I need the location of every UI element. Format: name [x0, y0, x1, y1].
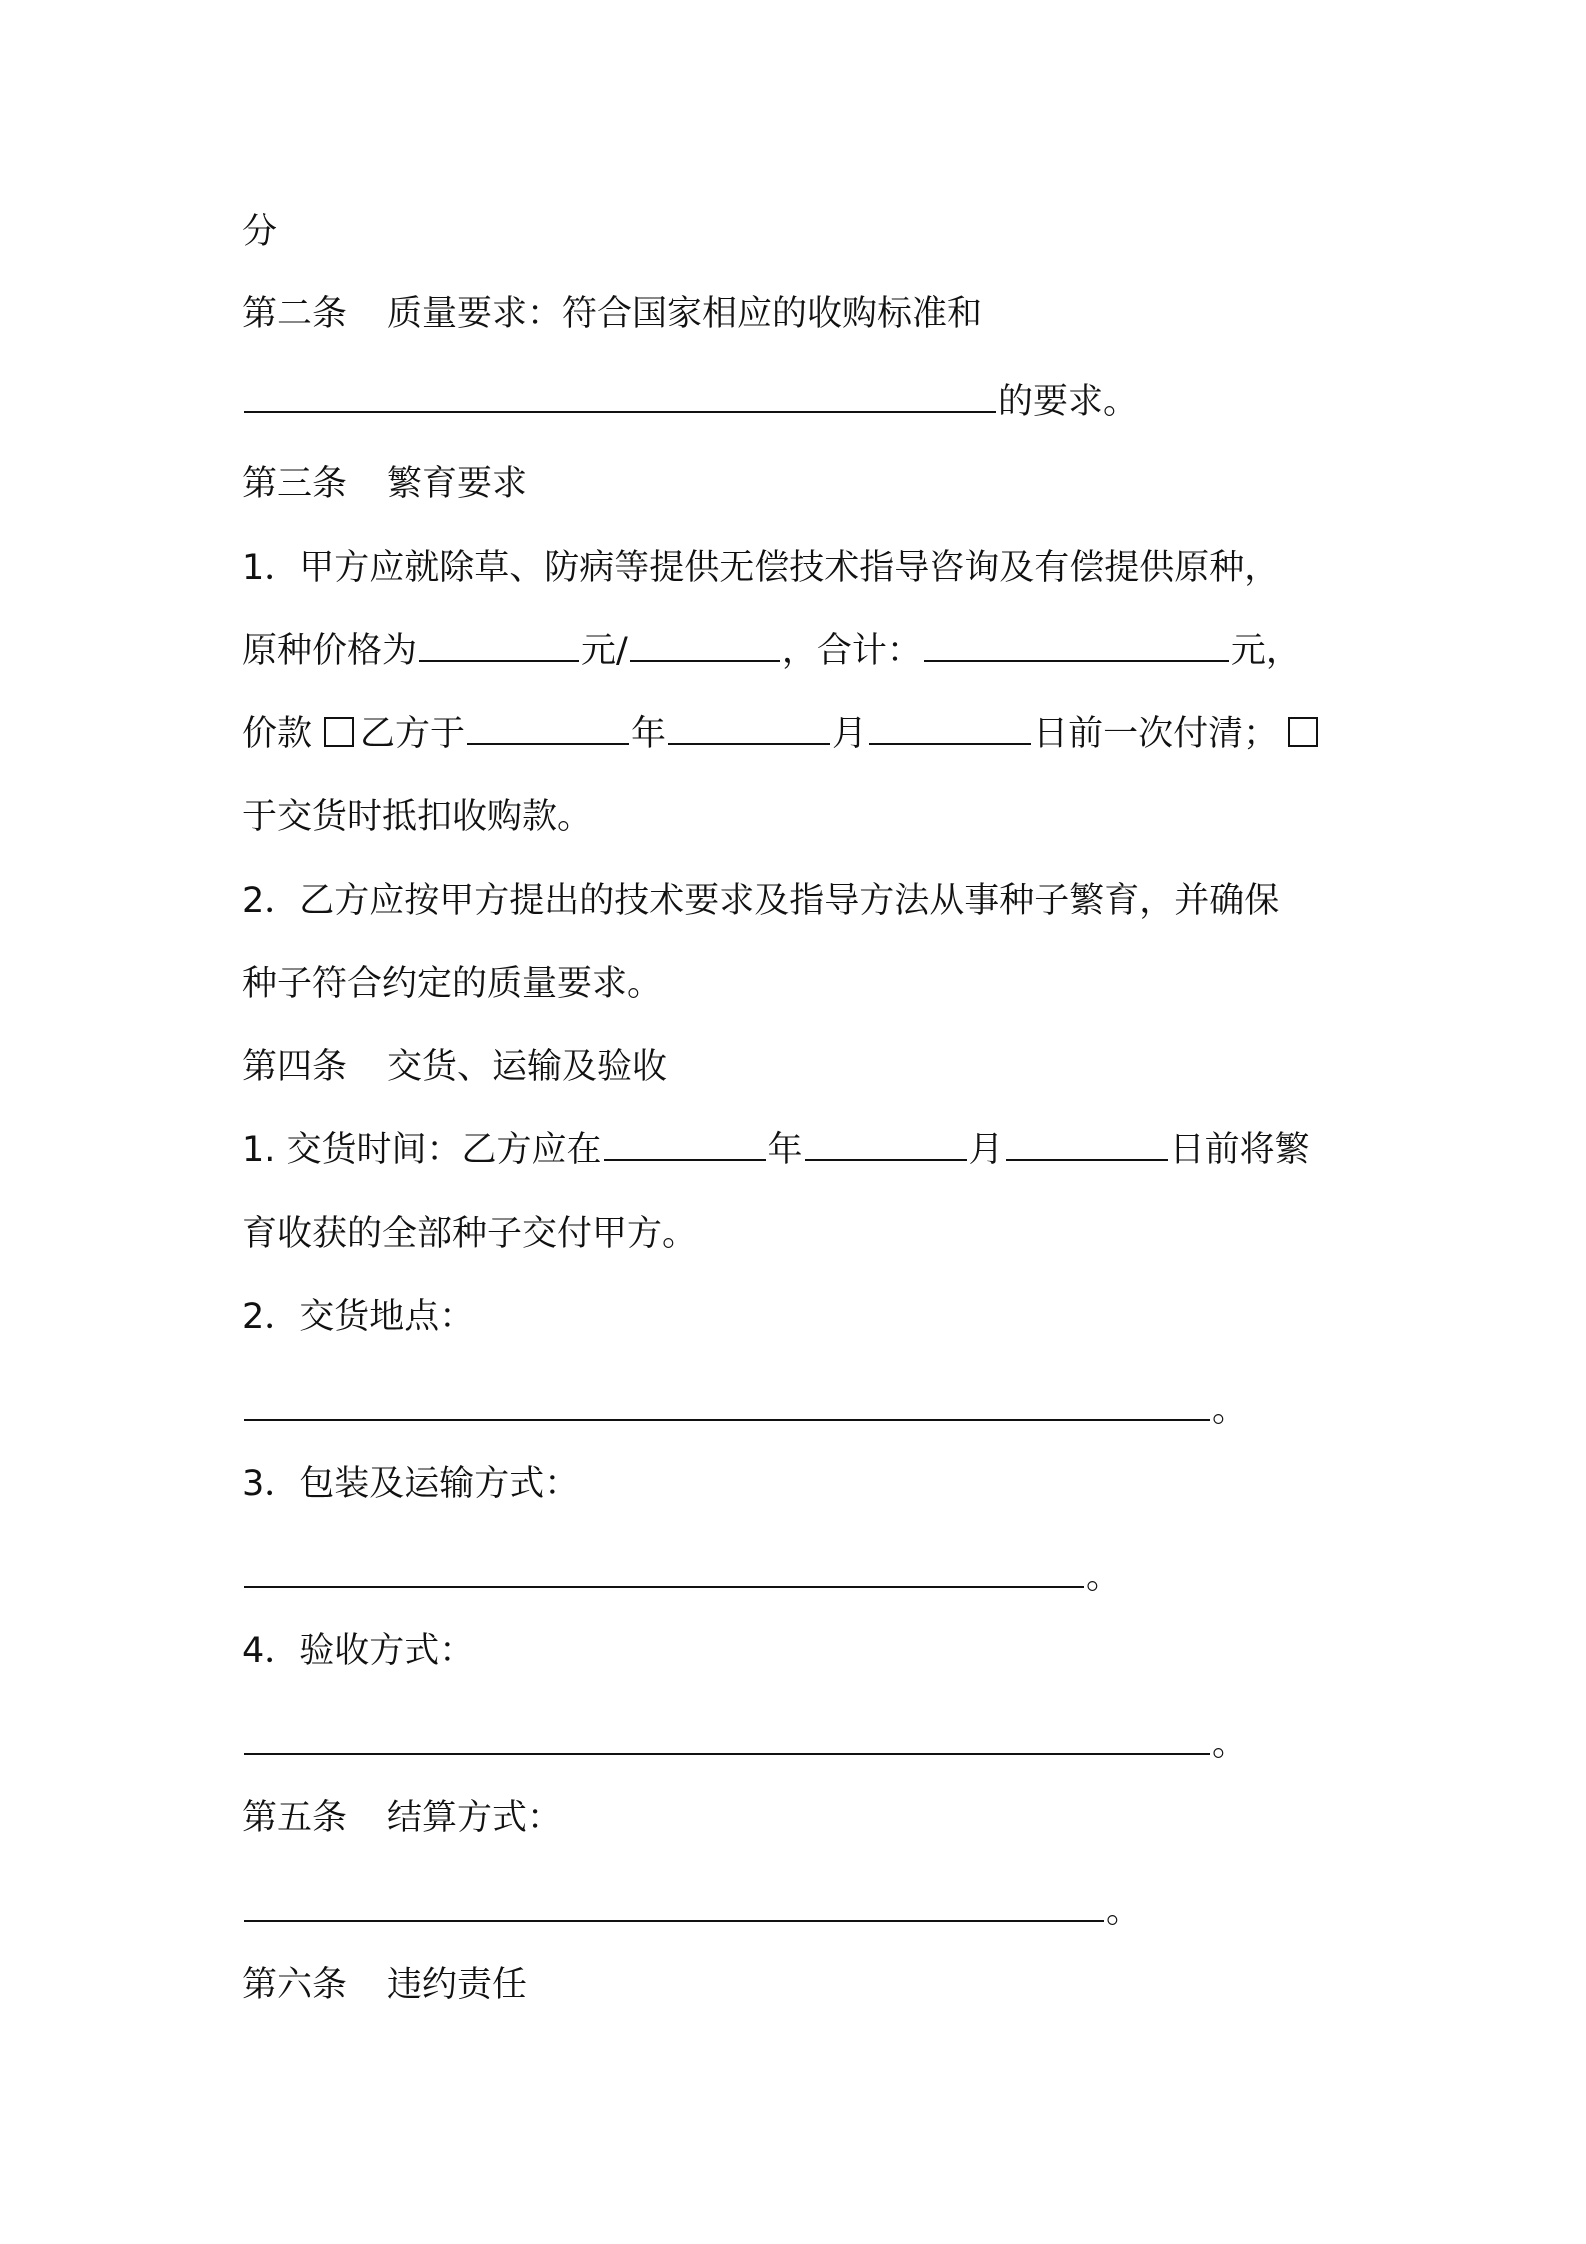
period-text: 。	[1106, 1891, 1142, 1931]
article-number: 第四条	[242, 1047, 348, 1087]
article-title: 结算方式：	[387, 1798, 563, 1838]
article-title: 违约责任	[387, 1965, 528, 2005]
text-line	[242, 962, 662, 1006]
clause-text: 于交货时抵扣收购款。	[242, 797, 593, 837]
article-number: 第五条	[242, 1798, 348, 1838]
year-blank[interactable]	[604, 1129, 766, 1161]
label-text: 原种价格为	[242, 631, 418, 671]
payment-option-checkbox[interactable]	[324, 717, 354, 747]
label-text: 乙方于	[360, 714, 466, 754]
original-seed-price-line	[242, 629, 1301, 673]
month-text: 月	[832, 714, 868, 754]
article-text: 质量要求：符合国家相应的收购标准和	[387, 294, 983, 334]
fragment-text: 分	[242, 212, 278, 252]
blank-field[interactable]	[244, 1890, 1104, 1922]
total-label: ，合计：	[781, 631, 922, 671]
blank-field[interactable]	[244, 1556, 1084, 1588]
clause-text: 育收获的全部种子交付甲方。	[242, 1214, 698, 1254]
line-tail-text: 的要求。	[998, 382, 1139, 422]
blank-field[interactable]	[244, 381, 996, 413]
packaging-line	[242, 1555, 1121, 1599]
total-blank[interactable]	[924, 630, 1229, 662]
day-blank[interactable]	[1006, 1129, 1168, 1161]
clause-text: 3．包装及运输方式：	[242, 1464, 580, 1504]
article-4-heading	[242, 1045, 667, 1089]
clause-text: 4．验收方式：	[242, 1631, 475, 1671]
clause-3-2-text: 2．乙方应按甲方提出的技术要求及指导方法从事种子繁育，并确保	[242, 881, 1280, 921]
article-number: 第六条	[242, 1965, 348, 2005]
price-blank[interactable]	[419, 630, 579, 662]
payment-line	[242, 712, 1318, 756]
article-number: 第二条	[242, 294, 348, 334]
article-number: 第三条	[242, 464, 348, 504]
clause-3-1-text: 1．甲方应就除草、防病等提供无偿技术指导咨询及有偿提供原种，	[242, 548, 1280, 588]
clause-text: 2．交货地点：	[242, 1297, 475, 1337]
label-text: 日前一次付清；	[1033, 714, 1279, 754]
quality-requirement-line	[242, 380, 1138, 424]
article-6-heading	[242, 1963, 527, 2007]
period-text: 。	[1212, 1390, 1248, 1430]
text-line	[242, 795, 592, 839]
blank-field[interactable]	[244, 1389, 1210, 1421]
settlement-line	[242, 1889, 1141, 1933]
article-title: 交货、运输及验收	[387, 1047, 668, 1087]
article-title: 繁育要求	[387, 464, 528, 504]
delivery-place-line	[242, 1388, 1247, 1432]
packaging-label	[242, 1462, 579, 1506]
delivery-time-line	[242, 1128, 1310, 1172]
day-blank[interactable]	[869, 713, 1031, 745]
article-2-heading	[242, 292, 982, 336]
text-line	[242, 210, 277, 254]
yuan-text: 元，	[1230, 631, 1301, 671]
label-text: 价款	[242, 714, 313, 754]
year-text: 年	[767, 1130, 803, 1170]
month-text: 月	[968, 1130, 1004, 1170]
acceptance-label	[242, 1629, 474, 1673]
unit-blank[interactable]	[630, 630, 780, 662]
period-text: 。	[1212, 1724, 1248, 1764]
text-line	[242, 1212, 697, 1256]
clause-text	[242, 546, 1279, 590]
year-blank[interactable]	[467, 713, 629, 745]
text-line	[242, 879, 1279, 923]
label-text: 1. 交货时间：乙方应在	[242, 1130, 602, 1170]
deduction-option-checkbox[interactable]	[1288, 717, 1318, 747]
unit-text: 元/	[581, 631, 628, 671]
article-5-heading	[242, 1796, 562, 1840]
article-3-heading	[242, 462, 527, 506]
acceptance-line	[242, 1722, 1247, 1766]
delivery-place-label	[242, 1295, 474, 1339]
month-blank[interactable]	[805, 1129, 967, 1161]
blank-field[interactable]	[244, 1723, 1210, 1755]
month-blank[interactable]	[668, 713, 830, 745]
label-text: 日前将繁	[1169, 1130, 1310, 1170]
year-text: 年	[631, 714, 667, 754]
clause-text: 种子符合约定的质量要求。	[242, 964, 663, 1004]
period-text: 。	[1086, 1557, 1122, 1597]
